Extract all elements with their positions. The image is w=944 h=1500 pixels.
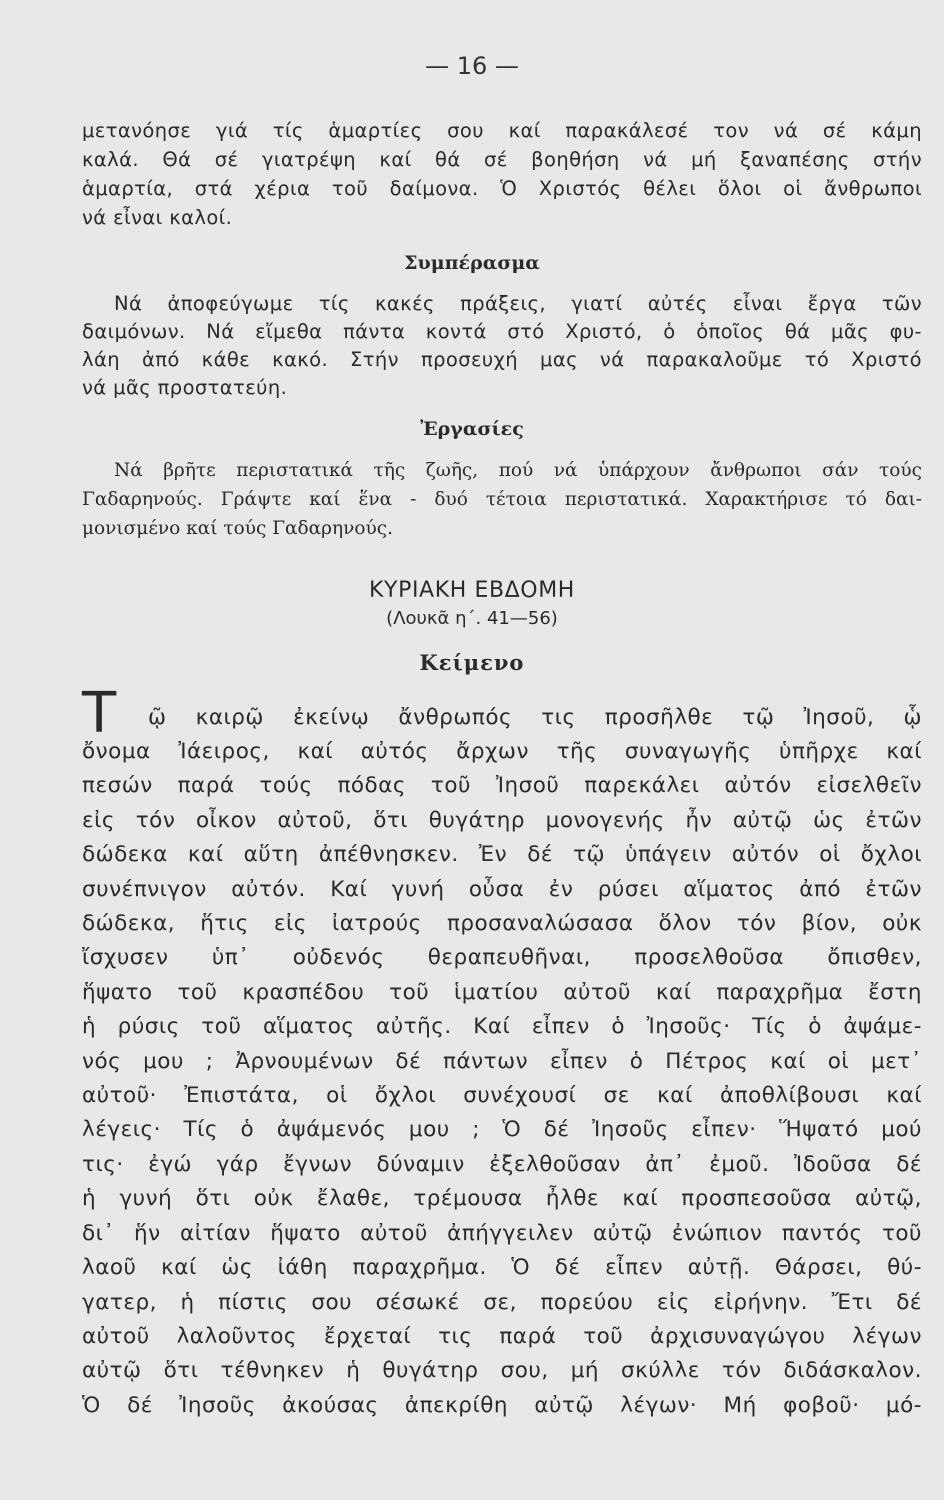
text-line: αὐτοῦ λαλοῦντος ἔρχεταί τις παρά τοῦ ἀρχισυναγώγου λέγων (82, 1323, 922, 1349)
text-line: νά εἶναι καλοί. (82, 206, 233, 229)
main-text (82, 735, 922, 1423)
text-line: μετανόησε γιά τίς ἁμαρτίες σου καί παρακάλεσέ τον νά σέ κάμη (82, 119, 922, 142)
text-line: ὄνομα Ἰάειρος, καί αὐτός ἄρχων τῆς συναγωγῆς ὑπῆρχε καί (82, 739, 922, 764)
text-line: συνέπνιγον αὐτόν. Καί γυνή οὖσα ἐν ρύσει αἵματος ἀπό ἐτῶν (82, 876, 922, 902)
section-title: ΚΥΡΙΑΚΗ ΕΒΔΟΜΗ (369, 578, 575, 603)
text-line: γατερ, ἡ πίστις σου σέσωκέ σε, πορεύου εἰς εἰρήνην. Ἔτι δέ (82, 1289, 922, 1315)
text-line: Γαδαρηνούς. Γράψτε καί ἕνα - δυό τέτοια περιστατικά. Χαρακτήρισε τό δαι- (82, 489, 922, 510)
exercises-paragraph (82, 456, 922, 543)
text-subheading: Κείμενο (419, 650, 525, 675)
section-reference: (Λουκᾶ η΄. 41—56) (386, 608, 558, 629)
main-text-first-line (148, 700, 922, 735)
text-line: νός μου ; Ἀρνουμένων δέ πάντων εἶπεν ὁ Πέτρος καί οἱ μετ᾽ (82, 1048, 922, 1074)
text-line: λάη ἀπό κάθε κακό. Στήν προσευχή μας νά παρακαλοῦμε τό Χριστό (82, 348, 922, 371)
text-line: λαοῦ καί ὡς ἰάθη παραχρῆμα. Ὁ δέ εἶπεν αὐτῇ. Θάρσει, θύ- (82, 1255, 922, 1281)
text-line: Νά βρῆτε περιστατικά τῆς ζωῆς, πού νά ὑπάρχουν ἄνθρωποι σάν τούς (114, 460, 922, 481)
text-line: δώδεκα καί αὕτη ἀπέθνησκεν. Ἐν δέ τῷ ὑπάγειν αὐτόν οἱ ὄχλοι (82, 842, 922, 868)
page-number: — 16 — (425, 52, 519, 80)
text-line: δι᾽ ἥν αἰτίαν ἥψατο αὐτοῦ ἀπήγγειλεν αὐτῷ ἐνώπιον παντός τοῦ (82, 1220, 922, 1246)
text-line: αὐτοῦ· Ἐπιστάτα, οἱ ὄχλοι συνέχουσί σε καί ἀποθλίβουσι καί (82, 1083, 922, 1109)
text-line: νά μᾶς προστατεύη. (82, 376, 288, 399)
text-line: ἡ ρύσις τοῦ αἵματος αὐτῆς. Καί εἶπεν ὁ Ἰησοῦς· Τίς ὁ ἀψάμε- (82, 1014, 922, 1040)
text-line: δώδεκα, ἥτις εἰς ἰατρούς προσαναλώσασα ὅλον τόν βίον, οὐκ (82, 911, 922, 937)
intro-paragraph (82, 116, 922, 232)
text-line: τις· ἐγώ γάρ ἔγνων δύναμιν ἐξελθοῦσαν ἀπ᾽ ἐμοῦ. Ἰδοῦσα δέ (82, 1151, 922, 1177)
text-line: Νά ἀποφεύγωμε τίς κακές πράξεις, γιατί αὐτές εἶναι ἔργα τῶν (114, 292, 922, 315)
text-line: εἰς τόν οἶκον αὐτοῦ, ὅτι θυγάτηρ μονογενής ἦν αὐτῷ ὡς ἐτῶν (82, 807, 922, 833)
text-line: λέγεις· Τίς ὁ ἀψάμενός μου ; Ὁ δέ Ἰησοῦς εἶπεν· Ἥψατό μού (82, 1117, 922, 1143)
text-line: ἥψατο τοῦ κρασπέδου τοῦ ἱματίου αὐτοῦ καί παραχρῆμα ἔστη (82, 979, 922, 1005)
text-line: Ὁ δέ Ἰησοῦς ἀκούσας ἀπεκρίθη αὐτῷ λέγων· Μή φοβοῦ· μό- (82, 1392, 922, 1418)
text-line: ἁμαρτία, στά χέρια τοῦ δαίμονα. Ὁ Χριστός θέλει ὅλοι οἱ ἄνθρωποι (82, 177, 922, 200)
text-line: ἡ γυνή ὅτι οὐκ ἔλαθε, τρέμουσα ἦλθε καί προσπεσοῦσα αὐτῷ, (82, 1186, 922, 1212)
conclusion-heading: Συμπέρασμα (404, 252, 540, 274)
conclusion-paragraph (82, 290, 922, 402)
text-line: μονισμένο καί τούς Γαδαρηνούς. (82, 518, 394, 539)
text-line: ῷ καιρῷ ἐκείνῳ ἄνθρωπός τις προσῆλθε τῷ Ἰησοῦ, ᾧ (148, 705, 922, 730)
text-line: ἴσχυσεν ὑπ᾽ οὐδενός θεραπευθῆναι, προσελθοῦσα ὄπισθεν, (82, 945, 922, 971)
text-line: δαιμόνων. Νά εἴμεθα πάντα κοντά στό Χριστό, ὁ ὁποῖος θά μᾶς φυ- (82, 320, 922, 343)
exercises-heading: Ἐργασίες (420, 418, 524, 440)
text-line: καλά. Θά σέ γιατρέψη καί θά σέ βοηθήση νά μή ξαναπέσης στήν (82, 148, 922, 171)
text-line: πεσών παρά τούς πόδας τοῦ Ἰησοῦ παρεκάλει αὐτόν εἰσελθεῖν (82, 773, 922, 799)
text-line: αὐτῷ ὅτι τέθνηκεν ἡ θυγάτηρ σου, μή σκύλλε τόν διδάσκαλον. (82, 1358, 922, 1384)
drop-cap: Τ (82, 681, 117, 746)
